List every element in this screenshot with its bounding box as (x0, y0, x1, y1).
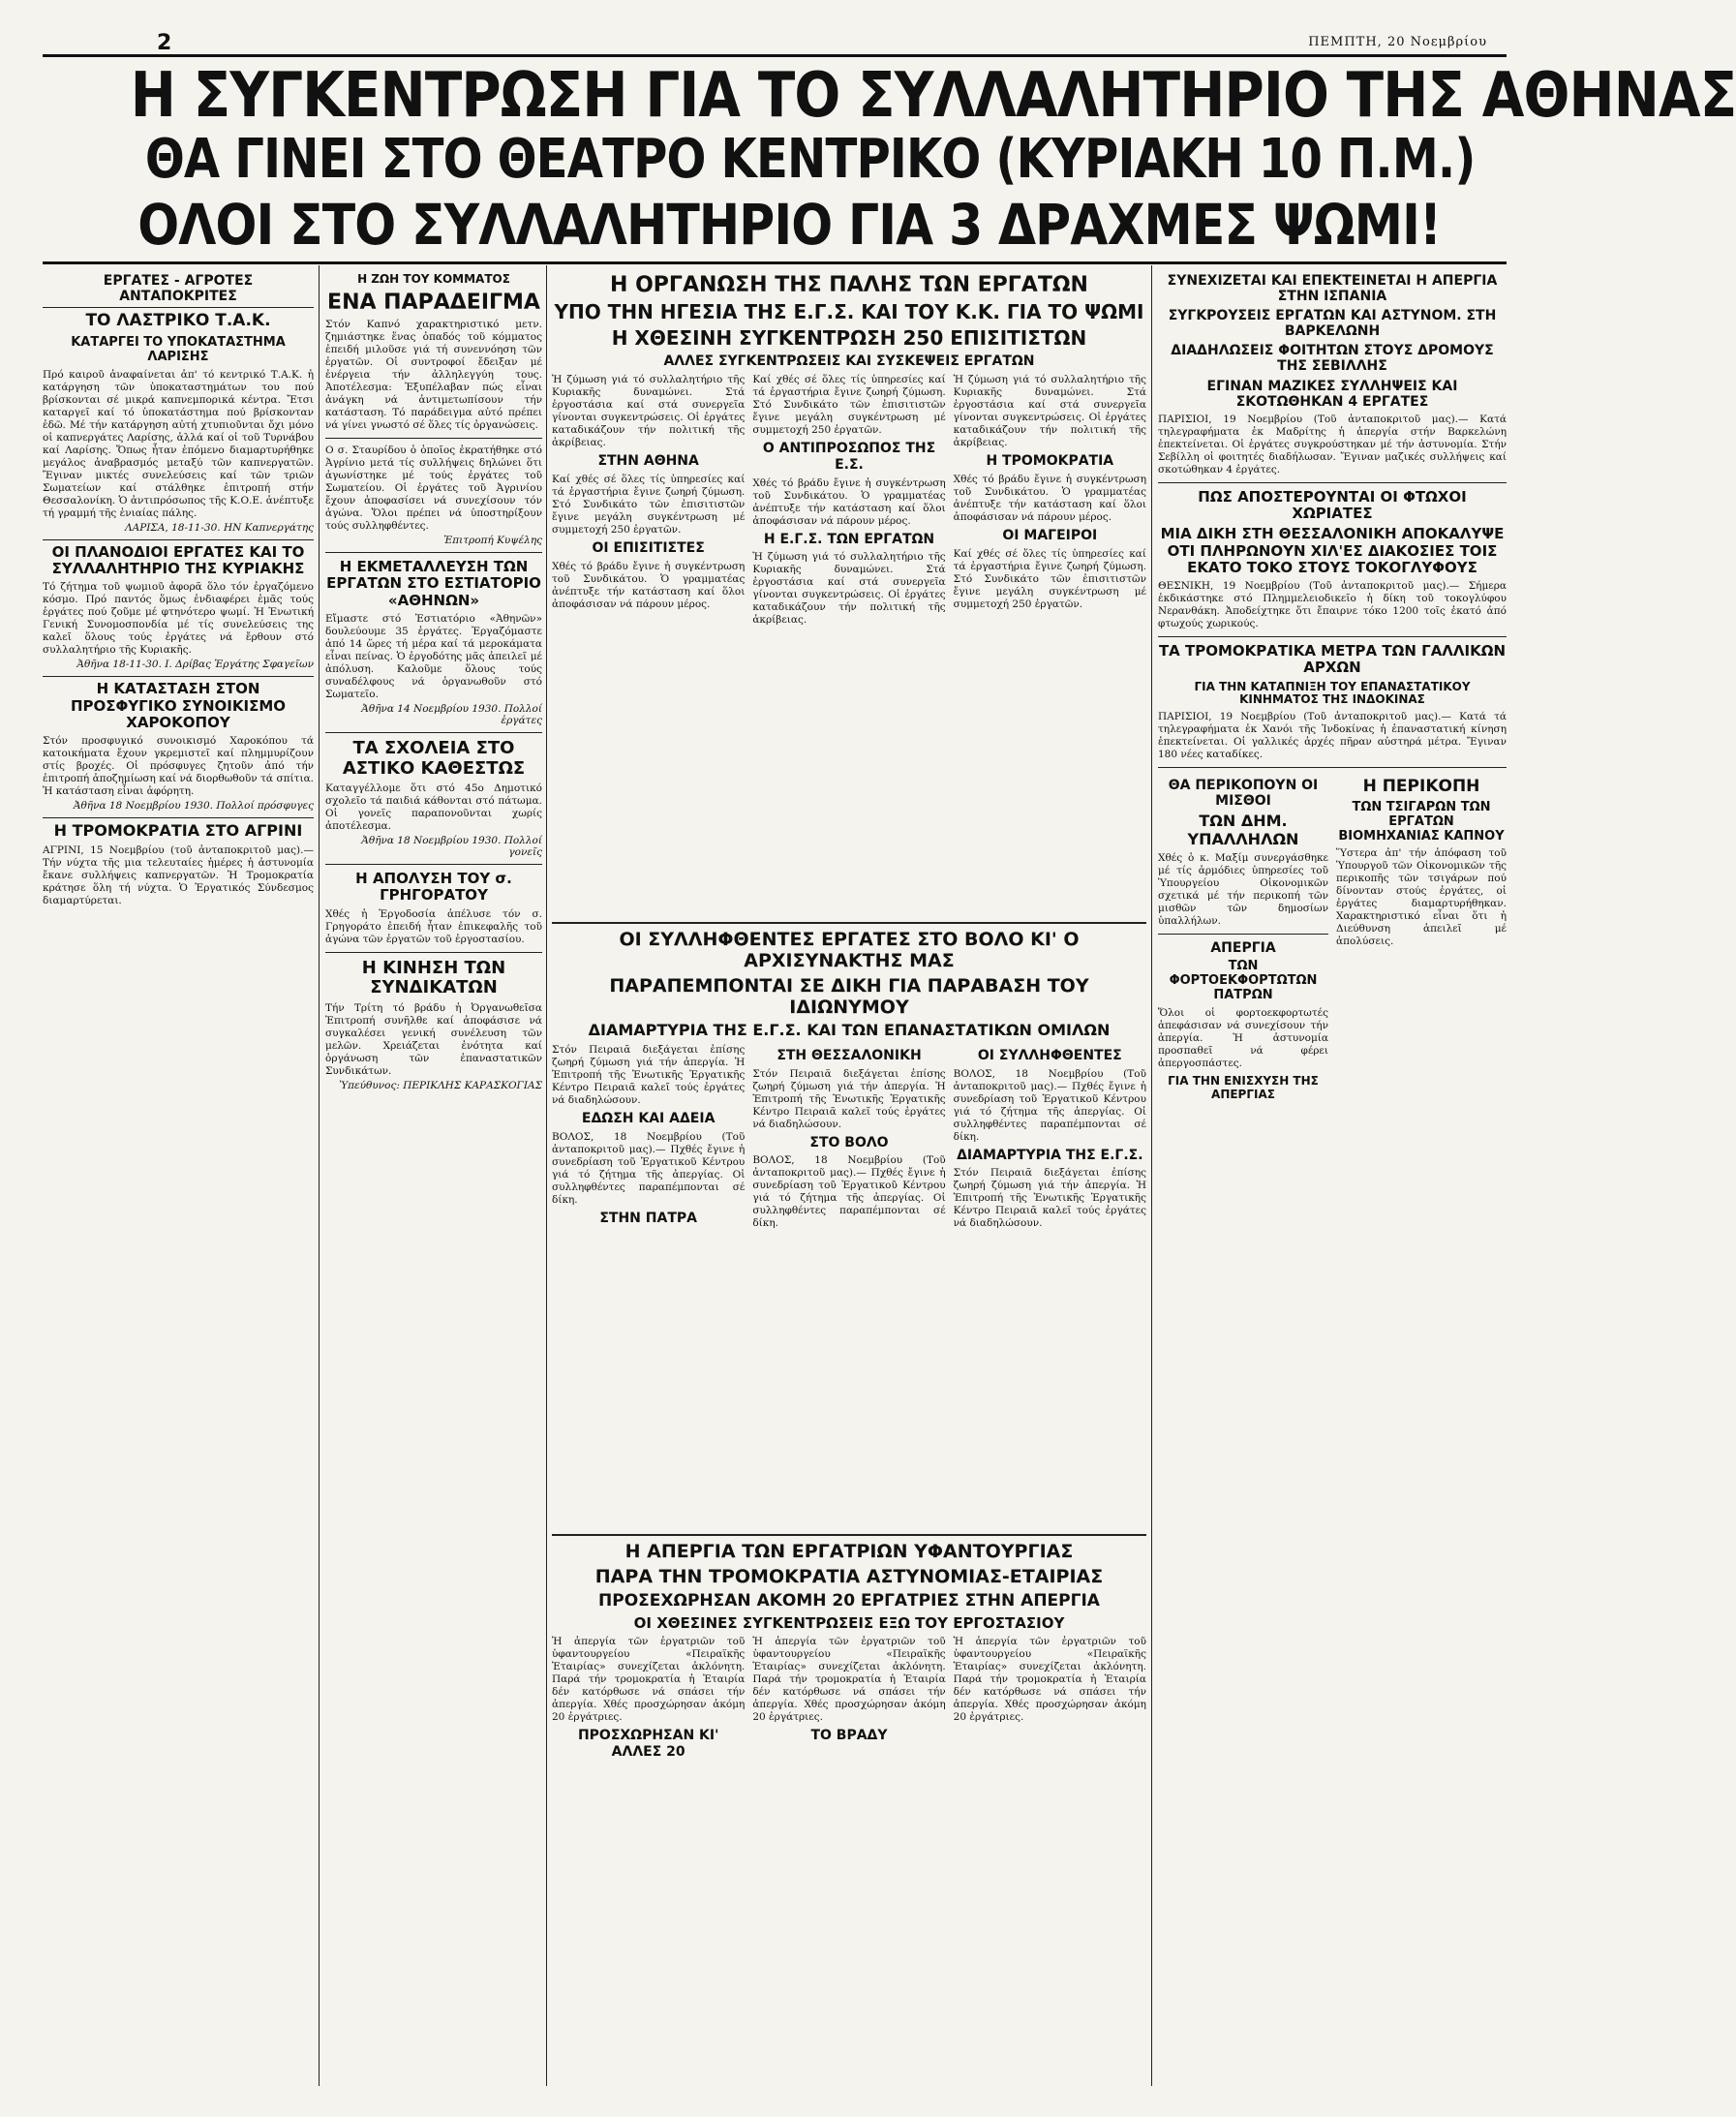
section-header: ΕΡΓΑΤΕΣ - ΑΓΡΟΤΕΣ ΑΝΤΑΠΟΚΡΙΤΕΣ (43, 273, 314, 308)
article-divider (325, 552, 542, 553)
article-subheading: ΟΙ ΜΑΓΕΙΡΟΙ (1002, 527, 1098, 543)
headline-rule (43, 261, 1507, 264)
article-body: Τό ζήτημα τοῦ ψωμιοῦ ἀφορᾶ ὅλο τόν ἐργαζόμενο κόσμο. Πρό παντός ὅμως ἐνδιαφέρει ἐμᾶς τούς ἐργάτες πού ζοῦμε μέ φτηνότερο ψωμί. Ἡ Ἑνωτική Γενική Συνομοσπονδία μέ τίς συνελεύσεις της καλεῖ ὅλους τούς ἐργάτες νά ἔρθουν στό συλλαλητήριο τῆς Κυριακῆς. (43, 581, 314, 657)
article-body: Χθές τό βράδυ ἔγινε ἡ συγκέντρωση τοῦ Συνδικάτου. Ὁ γραμματέας ἀνέπτυξε τήν κατάσταση καί ὅλοι ἀποφάσισαν νά πάρουν μέρος. (953, 473, 1146, 523)
article-body: Στόν Πειραιᾶ διεξάγεται ἐπίσης ζωηρή ζύμωση γιά τήν ἀπεργία. Ἡ Ἐπιτροπή τῆς Ἑνωτικῆς Ἐργατικῆς Κέντρο Πειραιᾶ καλεῖ τούς ἐργάτες νά διαδηλώσουν. (953, 1167, 1146, 1230)
text-column (552, 374, 745, 916)
article-divider (43, 539, 314, 540)
article-body: Χθές τό βράδυ ἔγινε ἡ συγκέντρωση τοῦ Συνδικάτου. Ὁ γραμματέας ἀνέπτυξε τήν κατάσταση καί ὅλοι ἀποφάσισαν νά πάρουν μέρος. (552, 560, 746, 610)
section-divider (552, 1534, 1146, 1536)
article-body: Ὕστερα ἀπ' τήν ἀπόφαση τοῦ Ὑπουργοῦ τῶν Οἰκονομικῶν τῆς περικοπῆς τῶν τσιγάρων πού δίνονταν στούς ἐργάτες, οἱ ἐργάτες διαμαρτυρήθηκαν. Χαρακτηριστικό εἶναι ὅτι ἡ Διεύθυνση ἀπειλεῖ μέ ἀπολύσεις. (1336, 847, 1507, 948)
date-line: ΠΕΜΠΤΗ, 20 Νοεμβρίου (1308, 35, 1487, 49)
column-divider (319, 265, 320, 2086)
article-subheading: ΣΤΗΝ ΠΑΤΡΑ (599, 1210, 697, 1226)
article-title: ΤΟ ΛΑΣΤΡΙΚΟ Τ.Α.Κ. (85, 311, 271, 331)
article-title: ΔΙΑΜΑΡΤΥΡΙΑ ΤΗΣ Ε.Γ.Σ. ΚΑΙ ΤΩΝ ΕΠΑΝΑΣΤΑΤΙΚΩΝ ΟΜΙΛΩΝ (588, 1021, 1111, 1040)
article-signature: ΛΑΡΙΣΑ, 18-11-30. ΗΝ Καπνεργάτης (125, 521, 314, 534)
text-column (1336, 774, 1507, 1510)
article-title: Η ΠΕΡΙΚΟΠΗ (1362, 777, 1480, 797)
text-column (954, 1636, 1146, 2004)
text-column (752, 1636, 945, 2004)
article-divider (1158, 767, 1507, 768)
article-title: Η ΚΑΤΑΣΤΑΣΗ ΣΤΟΝ ΠΡΟΣΦΥΓΙΚΟ ΣΥΝΟΙΚΙΣΜΟ ΧΑΡΟΚΟΠΟΥ (70, 680, 287, 731)
article-signature: Ὑπεύθυνος: ΠΕΡΙΚΛΗΣ ΚΑΡΑΣΚΟΓΙΑΣ (339, 1080, 542, 1092)
article-signature: Ἀθῆνα 18 Νοεμβρίου 1930. Πολλοί πρόσφυγες (73, 800, 314, 813)
article-body: Χθές ὁ κ. Μαξίμ συνεργάσθηκε μέ τίς ἁρμόδιες ὑπηρεσίες τοῦ Ὑπουργείου Οἰκονομικῶν σχετικά μέ τήν περικοπή τῶν μισθῶν τῶν δημοσίων ὑπαλλήλων. (1158, 852, 1328, 928)
article-title: ΤΑ ΣΧΟΛΕΙΑ ΣΤΟ ΑΣΤΙΚΟ ΚΑΘΕΣΤΩΣ (342, 737, 526, 779)
text-column (752, 1044, 945, 1528)
article-body: ΒΟΛΟΣ, 18 Νοεμβρίου (Τοῦ ἀνταποκριτοῦ μας).— Πχθές ἔγινε ἡ συνεδρίαση τοῦ Ἐργατικοῦ Κέντρου γιά τό ζήτημα τῆς ἀπεργίας. Οἱ συλληφθέντες παραπέμπονται σέ δίκη. (953, 1067, 1146, 1143)
article-title: ΕΝΑ ΠΑΡΑΔΕΙΓΜΑ (327, 290, 540, 315)
article-title: ΤΑ ΤΡΟΜΟΚΡΑΤΙΚΑ ΜΕΤΡΑ ΤΩΝ ΓΑΛΛΙΚΩΝ ΑΡΧΩΝ (1158, 642, 1507, 677)
article-title: Η ΚΙΝΗΣΗ ΤΩΝ ΣΥΝΔΙΚΑΤΩΝ (361, 957, 506, 998)
column-divider (546, 265, 547, 2086)
article-subheading: Η Ε.Γ.Σ. ΤΩΝ ΕΡΓΑΤΩΝ (763, 531, 935, 547)
text-column (1158, 774, 1328, 1510)
center-columns (552, 269, 1146, 2086)
article-body: Στόν Πειραιᾶ διεξάγεται ἐπίσης ζωηρή ζύμωση γιά τήν ἀπεργία. Ἡ Ἐπιτροπή τῆς Ἑνωτικῆς Ἐργατικῆς Κέντρο Πειραιᾶ καλεῖ τούς ἐργάτες νά διαδηλώσουν. (752, 1067, 946, 1130)
article-body: ΠΑΡΙΣΙΟΙ, 19 Νοεμβρίου (Τοῦ ἀνταποκριτοῦ μας).— Κατά τηλεγραφήματα ἐκ Μαδρίτης ἡ ἀπεργία στήν Βαρκελώνη ἐπεκτείνεται. Οἱ ἐργάτες συγκρούστηκαν μέ τήν ἀστυνομία. Στήν Σεβίλλη οἱ φοιτητές διαδήλωσαν. Ἔγιναν μαζικές συλλήψεις καί σκοτώθηκαν 4 ἐργάτες. (1158, 413, 1507, 476)
article-subheading: ΓΙΑ ΤΗΝ ΕΝΙΣΧΥΣΗ ΤΗΣ ΑΠΕΡΓΙΑΣ (1168, 1073, 1319, 1102)
article-signature: Ἀθῆνα 18-11-30. Ι. Δρίβας Ἐργάτης Σφαγεῖων (76, 659, 314, 671)
masthead-rule (43, 31, 1507, 57)
text-column (954, 1044, 1146, 1528)
article-body: Ἡ ἀπεργία τῶν ἐργατριῶν τοῦ ὑφαντουργείου «Πειραϊκῆς Ἑταιρίας» συνεχίζεται ἀκλόνητη. Παρά τήν τρομοκρατία ἡ Ἑταιρία δέν κατόρθωσε νά σπάσει τήν ἀπεργία. Χθές προσχώρησαν ἀκόμη 20 ἐργάτριες. (752, 1636, 946, 1724)
article-subheading: ΤΟ ΒΡΑΔΥ (810, 1728, 888, 1744)
article-divider (1158, 636, 1507, 637)
article-body: ΘΕΣΝΙΚΗ, 19 Νοεμβρίου (Τοῦ ἀνταποκριτοῦ μας).— Σήμερα ἐκδικάστηκε στό Πλημμελειοδικεῖο ἡ δίκη τοῦ τοκογλύφου Νερανθάκη. Ἀποδείχτηκε ὅτι ἔπαιρνε τόκο 1200 τοῖς ἑκατό ἀπό φτωχούς χωρικούς. (1158, 580, 1507, 629)
column-4 (1158, 269, 1507, 2086)
article-columns (552, 1044, 1146, 1528)
article-body: ΑΓΡΙΝΙ, 15 Νοεμβρίου (τοῦ ἀνταποκριτοῦ μας).— Τήν νύχτα τῆς μια τελευταίες ἡμέρες ἡ ἀστυνομία ἔκανε συλλήψεις καπνεργατῶν. Ἡ Τρομοκρατία κράτησε ὅλη τή νύχτα. Ὁ Ἐργατικός Σύνδεσμος διαμαρτύρεται. (43, 844, 314, 906)
section-divider (552, 922, 1146, 924)
article-subheading: Η ΤΡΟΜΟΚΡΑΤΙΑ (986, 453, 1114, 470)
article-subheading: ΟΙ ΕΠΙΣΙΤΙΣΤΕΣ (592, 539, 705, 556)
article-body: Ἡ ἀπεργία τῶν ἐργατριῶν τοῦ ὑφαντουργείου «Πειραϊκῆς Ἑταιρίας» συνεχίζεται ἀκλόνητη. Παρά τήν τρομοκρατία ἡ Ἑταιρία δέν κατόρθωσε νά σπάσει τήν ἀπεργία. Χθές προσχώρησαν ἀκόμη 20 ἐργάτριες. (552, 1636, 746, 1724)
article-title: ΑΠΕΡΓΙΑ (1210, 940, 1276, 957)
article-title: ΕΓΙΝΑΝ ΜΑΖΙΚΕΣ ΣΥΛΛΗΨΕΙΣ ΚΑΙ ΣΚΟΤΩΘΗΚΑΝ 4 ΕΡΓΑΤΕΣ (1206, 378, 1458, 410)
article-title: ΣΥΝΕΧΙΖΕΤΑΙ ΚΑΙ ΕΠΕΚΤΕΙΝΕΤΑΙ Η ΑΠΕΡΓΙΑ ΣΤΗΝ ΙΣΠΑΝΙΑ (1167, 273, 1498, 305)
article-title: ΤΩΝ ΔΗΜ. ΥΠΑΛΛΗΛΩΝ (1187, 812, 1299, 848)
article-signature: Ἀθῆνα 18 Νοεμβρίου 1930. Πολλοί γονεῖς (361, 835, 542, 859)
article-title: Η ΑΠΕΡΓΙΑ ΤΩΝ ΕΡΓΑΤΡΙΩΝ ΥΦΑΝΤΟΥΡΓΙΑΣ (624, 1540, 1074, 1562)
article-title: Η ΟΡΓΑΝΩΣΗ ΤΗΣ ΠΑΛΗΣ ΤΩΝ ΕΡΓΑΤΩΝ (610, 273, 1088, 297)
article-title: ΣΥΓΚΡΟΥΣΕΙΣ ΕΡΓΑΤΩΝ ΚΑΙ ΑΣΤΥΝΟΜ. ΣΤΗ ΒΑΡΚΕΛΩΝΗ (1168, 308, 1497, 340)
article-body: Στόν Πειραιᾶ διεξάγεται ἐπίσης ζωηρή ζύμωση γιά τήν ἀπεργία. Ἡ Ἐπιτροπή τῆς Ἑνωτικῆς Ἐργατικῆς Κέντρο Πειραιᾶ καλεῖ τούς ἐργάτες νά διαδηλώσουν. (552, 1043, 746, 1106)
article-divider (43, 817, 314, 818)
article-body: Τήν Τρίτη τό βράδυ ἡ Ὀργανωθεῖσα Ἐπιτροπή συνῆλθε καί ἀποφάσισε νά συγκαλέσει γενική συνέλευση τῶν μελῶν. Χρειάζεται ἐνότητα καί ὀργάνωση τῶν ἐπαναστατικῶν Συνδικάτων. (325, 1002, 542, 1078)
article-body: Ἡ ἀπεργία τῶν ἐργατριῶν τοῦ ὑφαντουργείου «Πειραϊκῆς Ἑταιρίας» συνεχίζεται ἀκλόνητη. Παρά τήν τρομοκρατία ἡ Ἑταιρία δέν κατόρθωσε νά σπάσει τήν ἀπεργία. Χθές προσχώρησαν ἀκόμη 20 ἐργάτριες. (953, 1636, 1146, 1724)
article-title: ΟΙ ΣΥΛΛΗΦΘΕΝΤΕΣ ΕΡΓΑΤΕΣ ΣΤΟ ΒΟΛΟ ΚΙ' Ο ΑΡΧΙΣΥΝΑΚΤΗΣ ΜΑΣ (619, 929, 1080, 971)
article-body: Στόν Καπνό χαρακτηριστικό μετν. ζημιάστηκε ἕνας ὀπαδός τοῦ κόμματος ἐπειδή μιλοῦσε γιά τή συνεννόηση τῶν ἐργατῶν. Οἱ συντροφοί ἔδειξαν μέ ἐνέργεια τήν ἀλληλεγγύη τους. Ἀποτέλεσμα: Ἐξυπέλαβαν πώς εἶναι ἀνάγκη νά ἀντιμετωπίσουν τήν κατάσταση. Τό παράδειγμα αὐτό πρέπει νά γίνει γνωστό σέ ὅλες τίς ὀργανώσεις. (325, 319, 542, 432)
article-divider (325, 952, 542, 953)
column-1 (43, 269, 314, 2086)
article-title: Η ΤΡΟΜΟΚΡΑΤΙΑ ΣΤΟ ΑΓΡΙΝΙ (53, 821, 303, 841)
article-columns (552, 1636, 1146, 2004)
article-divider (325, 438, 542, 439)
article-body: ΠΑΡΙΣΙΟΙ, 19 Νοεμβρίου (Τοῦ ἀνταποκριτοῦ μας).— Κατά τά τηλεγραφήματα ἐκ Χανόι τῆς Ἰνδοκίνας ἡ ἐπαναστατική κίνηση ἐπεκτείνεται. Οἱ γαλλικές ἀρχές πῆραν αὐστηρά μέτρα. Ἔγιναν 180 νέες καταδίκες. (1158, 711, 1507, 761)
article-subheading: ΟΙ ΣΥΛΛΗΦΘΕΝΤΕΣ (977, 1047, 1122, 1063)
article-title: Η ΧΘΕΣΙΝΗ ΣΥΓΚΕΝΤΡΩΣΗ 250 ΕΠΙΣΙΤΙΣΤΩΝ (611, 326, 1087, 351)
article-body: Ἡ ζύμωση γιά τό συλλαλητήριο τῆς Κυριακῆς δυναμώνει. Στά ἐργοστάσια καί στά συνεργεῖα γίνονται συγκεντρώσεις. Οἱ ἐργάτες καταδικάζουν τήν πολιτική τῆς ἀκρίβειας. (953, 374, 1146, 449)
article-title: ΔΙΑΔΗΛΩΣΕΙΣ ΦΟΙΤΗΤΩΝ ΣΤΟΥΣ ΔΡΟΜΟΥΣ ΤΗΣ ΣΕΒΙΛΛΗΣ (1171, 343, 1494, 375)
column-divider (1151, 265, 1152, 2086)
article-subheading: ΠΡΟΣΧΩΡΗΣΑΝ ΚΙ' ΑΛΛΕΣ 20 (577, 1728, 719, 1760)
text-column (954, 374, 1146, 916)
article-title: ΤΩΝ ΦΟΡΤΟΕΚΦΟΡΤΩΤΩΝ ΠΑΤΡΩΝ (1169, 959, 1318, 1003)
article-body: Καί χθές σέ ὅλες τίς ὑπηρεσίες καί τά ἐργαστήρια ἔγινε ζωηρή ζύμωση. Στό Συνδικάτο τῶν ἐπισιτιστῶν ἔγινε μεγάλη συγκέντρωση μέ συμμετοχή 250 ἐργατῶν. (953, 547, 1146, 610)
article-title: ΤΩΝ ΤΣΙΓΑΡΩΝ ΤΩΝ ΕΡΓΑΤΩΝ ΒΙΟΜΗΧΑΝΙΑΣ ΚΑΠΝΟΥ (1338, 799, 1505, 844)
article-body: Στόν προσφυγικό συνοικισμό Χαροκόπου τά κατοικήματα ἔχουν γκρεμιστεῖ καί πλημμυρίζουν στίς βροχές. Οἱ πρόσφυγες ζητοῦν ἀπό τήν ἐπιτροπή ἀποζημίωση καί νά διορθωθοῦν τά σπίτια. Ἡ κατάσταση εἶναι ἀφόρητη. (43, 735, 314, 798)
article-body: ΒΟΛΟΣ, 18 Νοεμβρίου (Τοῦ ἀνταποκριτοῦ μας).— Πχθές ἔγινε ἡ συνεδρίαση τοῦ Ἐργατικοῦ Κέντρου γιά τό ζήτημα τῆς ἀπεργίας. Οἱ συλληφθέντες παραπέμπονται σέ δίκη. (752, 1154, 946, 1230)
article-title: ΜΙΑ ΔΙΚΗ ΣΤΗ ΘΕΣΣΑΛΟΝΙΚΗ ΑΠΟΚΑΛΥΨΕ ΟΤΙ ΠΛΗΡΩΝΟΥΝ ΧΙΛ'ΕΣ ΔΙΑΚΟΣΙΕΣ ΤΟΙΣ ΕΚΑΤΟ ΤΟΚΟ ΣΤΟΥΣ ΤΟΚΟΓΛΥΦΟΥΣ (1160, 525, 1505, 576)
article-body: Καί χθές σέ ὅλες τίς ὑπηρεσίες καί τά ἐργαστήρια ἔγινε ζωηρή ζύμωση. Στό Συνδικάτο τῶν ἐπισιτιστῶν ἔγινε μεγάλη συγκέντρωση μέ συμμετοχή 250 ἐργατῶν. (552, 473, 746, 536)
article-subheading: ΣΤΗ ΘΕΣΣΑΛΟΝΙΚΗ (777, 1047, 922, 1063)
article-title: ΟΙ ΠΛΑΝΟΔΙΟΙ ΕΡΓΑΤΕΣ ΚΑΙ ΤΟ ΣΥΛΛΑΛΗΤΗΡΙΟ ΤΗΣ ΚΥΡΙΑΚΗΣ (51, 542, 305, 578)
article-subheading: Ο ΑΝΤΙΠΡΟΣΩΠΟΣ ΤΗΣ Ε.Σ. (762, 441, 936, 473)
article-title: ΠΡΟΣΕΧΩΡΗΣΑΝ ΑΚΟΜΗ 20 ΕΡΓΑΤΡΙΕΣ ΣΤΗΝ ΑΠΕΡΓΙΑ (598, 1590, 1100, 1611)
article-subtitle: ΟΙ ΧΘΕΣΙΝΕΣ ΣΥΓΚΕΝΤΡΩΣΕΙΣ ΕΞΩ ΤΟΥ ΕΡΓΟΣΤΑΣΙΟΥ (633, 1614, 1065, 1633)
article-subheading: ΔΙΑΜΑΡΤΥΡΙΑ ΤΗΣ Ε.Γ.Σ. (957, 1147, 1143, 1163)
article-title: ΠΑΡΑΠΕΜΠΟΝΤΑΙ ΣΕ ΔΙΚΗ ΓΙΑ ΠΑΡΑΒΑΣΗ ΤΟΥ ΙΔΙΩΝΥΜΟΥ (609, 974, 1089, 1018)
article-title: ΓΙΑ ΤΗΝ ΚΑΤΑΠΝΙΞΗ ΤΟΥ ΕΠΑΝΑΣΤΑΤΙΚΟΥ ΚΙΝΗΜΑΤΟΣ ΤΗΣ ΙΝΔΟΚΙΝΑΣ (1194, 679, 1471, 707)
article-body: Πρό καιροῦ ἀναφαίνεται ἀπ' τό κεντρικό Τ.Α.Κ. ἡ κατάργηση τῶν ὑποκαταστημάτων του πού βρίσκονται σέ μικρά καπνεμπορικά κέντρα. Ἔτσι καταργεῖ καί τό ὑποκατάστημα πού βρίσκονταν ἐδῶ. Μέ τήν κατάργηση αὐτή χτυπιοῦνται ὄχι μόνο οἱ καπνεργάτες Λαρίσης, ἀλλά καί οἱ τοῦ Τυρνάβου καί Λαρίσης. Ὅπως ἦταν ἐπόμενο διαμαρτυρήθηκε μεγάλος ἀναβρασμός μεταξύ τῶν καπνεργατῶν. Ἔγιναν μικτές συνελεύσεις καί τῶν τριῶν Σωματείων καί στάλθηκε ἐπιτροπή στήν Θεσσαλονίκη. Ὁ ἀντιπρόσωπος τῆς Κ.Ο.Ε. ἀνέπτυξε τή γραμμή τῆς ἑνιαίας πάλης. (43, 368, 314, 519)
newspaper-page (43, 31, 1736, 2090)
article-title: ΠΩΣ ΑΠΟΣΤΕΡΟΥΝΤΑΙ ΟΙ ΦΤΩΧΟΙ ΧΩΡΙΑΤΕΣ (1198, 487, 1467, 522)
article-body: Ὅλοι οἱ φορτοεκφορτωτές ἀπεφάσισαν νά συνεχίσουν τήν ἀπεργία. Ἡ ἀστυνομία προσπαθεῖ νά φέρει ἀπεργοσπάστες. (1158, 1006, 1328, 1069)
headline-3: ΟΛΟΙ ΣΤΟ ΣΥΛΛΑΛΗΤΗΡΙΟ ΓΙΑ 3 ΔΡΑΧΜΕΣ ΨΩΜΙ! (137, 192, 1442, 258)
article-divider (325, 864, 542, 865)
article-body: Εἴμαστε στό Ἑστιατόριο «Ἀθηνῶν» δουλεύουμε 35 ἐργάτες. Ἐργαζόμαστε ἀπό 14 ὥρες τή μέρα καί τά μεροκάματα εἶναι πείνας. Ὁ ἐργοδότης μᾶς ἀπειλεῖ μέ ἀπόλυση. Καλοῦμε ὅλους τούς συναδέλφους νά ὀργανωθοῦν στό Σωματεῖο. (325, 612, 542, 700)
article-subtitle: ΑΛΛΕΣ ΣΥΓΚΕΝΤΡΩΣΕΙΣ ΚΑΙ ΣΥΣΚΕΨΕΙΣ ΕΡΓΑΤΩΝ (663, 353, 1035, 370)
article-divider (325, 732, 542, 733)
article-body: Καταγγέλλομε ὅτι στό 45ο Δημοτικό σχολεῖο τά παιδιά κάθονται στό πάτωμα. Οἱ γονεῖς παραπονοῦνται χωρίς ἀποτέλεσμα. (325, 782, 542, 833)
article-body: Καί χθές σέ ὅλες τίς ὑπηρεσίες καί τά ἐργαστήρια ἔγινε ζωηρή ζύμωση. Στό Συνδικάτο τῶν ἐπισιτιστῶν ἔγινε μεγάλη συγκέντρωση μέ συμμετοχή 250 ἐργατῶν. (752, 374, 946, 437)
article-body: Χθές ἡ Ἐργοδοσία ἀπέλυσε τόν σ. Γρηγοράτο ἐπειδή ἦταν ἐπικεφαλῆς τοῦ ἀγώνα τῶν ἐργατῶν τοῦ ἐργοστασίου. (325, 907, 542, 945)
article-title: ΠΑΡΑ ΤΗΝ ΤΡΟΜΟΚΡΑΤΙΑ ΑΣΤΥΝΟΜΙΑΣ-ΕΤΑΙΡΙΑΣ (594, 1565, 1104, 1587)
article-divider (1158, 934, 1328, 935)
article-signature: Ἐπιτροπή Κυψέλης (443, 535, 542, 547)
article-title: Η ΑΠΟΛΥΣΗ ΤΟΥ σ. ΓΡΗΓΟΡΑΤΟΥ (355, 870, 512, 905)
article-subheading: ΣΤΗΝ ΑΘΗΝΑ (597, 453, 699, 470)
article-body: Ο σ. Σταυρίδου ὁ ὁποῖος ἐκρατήθηκε στό Ἀγρίνιο μετά τίς συλλήψεις δηλώνει ὅτι ἀγωνίστηκε μέ τούς ἐργάτες τοῦ Σωματείου. Οἱ ἐργάτες τοῦ Ἀγρινίου ἔχουν ἀποφασίσει νά συνεχίσουν τόν ἀγώνα. Ὅλοι πρέπει νά ὑποστηρίξουν τούς συλληφθέντες. (325, 445, 542, 533)
article-body: Ἡ ζύμωση γιά τό συλλαλητήριο τῆς Κυριακῆς δυναμώνει. Στά ἐργοστάσια καί στά συνεργεῖα γίνονται συγκεντρώσεις. Οἱ ἐργάτες καταδικάζουν τήν πολιτική τῆς ἀκρίβειας. (552, 374, 746, 449)
article-subheading: ΕΔΩΣΗ ΚΑΙ ΑΔΕΙΑ (581, 1110, 716, 1126)
text-column (552, 1044, 745, 1528)
article-title: ΥΠΟ ΤΗΝ ΗΓΕΣΙΑ ΤΗΣ Ε.Γ.Σ. ΚΑΙ ΤΟΥ Κ.Κ. ΓΙΑ ΤΟ ΨΩΜΙ (554, 300, 1144, 324)
headline-2: ΘΑ ΓΙΝΕΙ ΣΤΟ ΘΕΑΤΡΟ ΚΕΝΤΡΙΚΟ (ΚΥΡΙΑΚΗ 10 Π.Μ.) (144, 128, 1476, 191)
article-divider (1158, 482, 1507, 483)
article-body: Χθές τό βράδυ ἔγινε ἡ συγκέντρωση τοῦ Συνδικάτου. Ὁ γραμματέας ἀνέπτυξε τήν κατάσταση καί ὅλοι ἀποφάσισαν νά πάρουν μέρος. (752, 476, 946, 527)
page-number: 2 (157, 31, 172, 55)
article-title: Η ΕΚΜΕΤΑΛΛΕΥΣΗ ΤΩΝ ΕΡΓΑΤΩΝ ΣΤΟ ΕΣΤΙΑΤΟΡΙΟ «ΑΘΗΝΩΝ» (326, 558, 541, 609)
text-column (552, 1636, 745, 2004)
column-2 (325, 269, 542, 2086)
article-columns (1158, 774, 1507, 1510)
article-body: ΒΟΛΟΣ, 18 Νοεμβρίου (Τοῦ ἀνταποκριτοῦ μας).— Πχθές ἔγινε ἡ συνεδρίαση τοῦ Ἐργατικοῦ Κέντρου γιά τό ζήτημα τῆς ἀπεργίας. Οἱ συλληφθέντες παραπέμπονται σέ δίκη. (552, 1130, 746, 1206)
article-subtitle: ΚΑΤΑΡΓΕΙ ΤΟ ΥΠΟΚΑΤΑΣΤΗΜΑ ΛΑΡΙΣΗΣ (71, 334, 286, 365)
article-subheading: ΣΤΟ ΒΟΛΟ (809, 1134, 889, 1151)
text-column (752, 374, 945, 916)
article-title: ΘΑ ΠΕΡΙΚΟΠΟΥΝ ΟΙ ΜΙΣΘΟΙ (1168, 778, 1319, 810)
article-divider (43, 676, 314, 677)
article-columns (552, 374, 1146, 916)
article-body: Ἡ ζύμωση γιά τό συλλαλητήριο τῆς Κυριακῆς δυναμώνει. Στά ἐργοστάσια καί στά συνεργεῖα γίνονται συγκεντρώσεις. Οἱ ἐργάτες καταδικάζουν τήν πολιτική τῆς ἀκρίβειας. (752, 551, 946, 627)
article-signature: Ἀθῆνα 14 Νοεμβρίου 1930. Πολλοί ἐργάτες (361, 702, 542, 726)
section-header: Η ΖΩΗ ΤΟΥ ΚΟΜΜΑΤΟΣ (357, 272, 510, 286)
headline-1: Η ΣΥΓΚΕΝΤΡΩΣΗ ΓΙΑ ΤΟ ΣΥΛΛΑΛΗΤΗΡΙΟ ΤΗΣ ΑΘΗΝΑΣ (130, 60, 1736, 132)
